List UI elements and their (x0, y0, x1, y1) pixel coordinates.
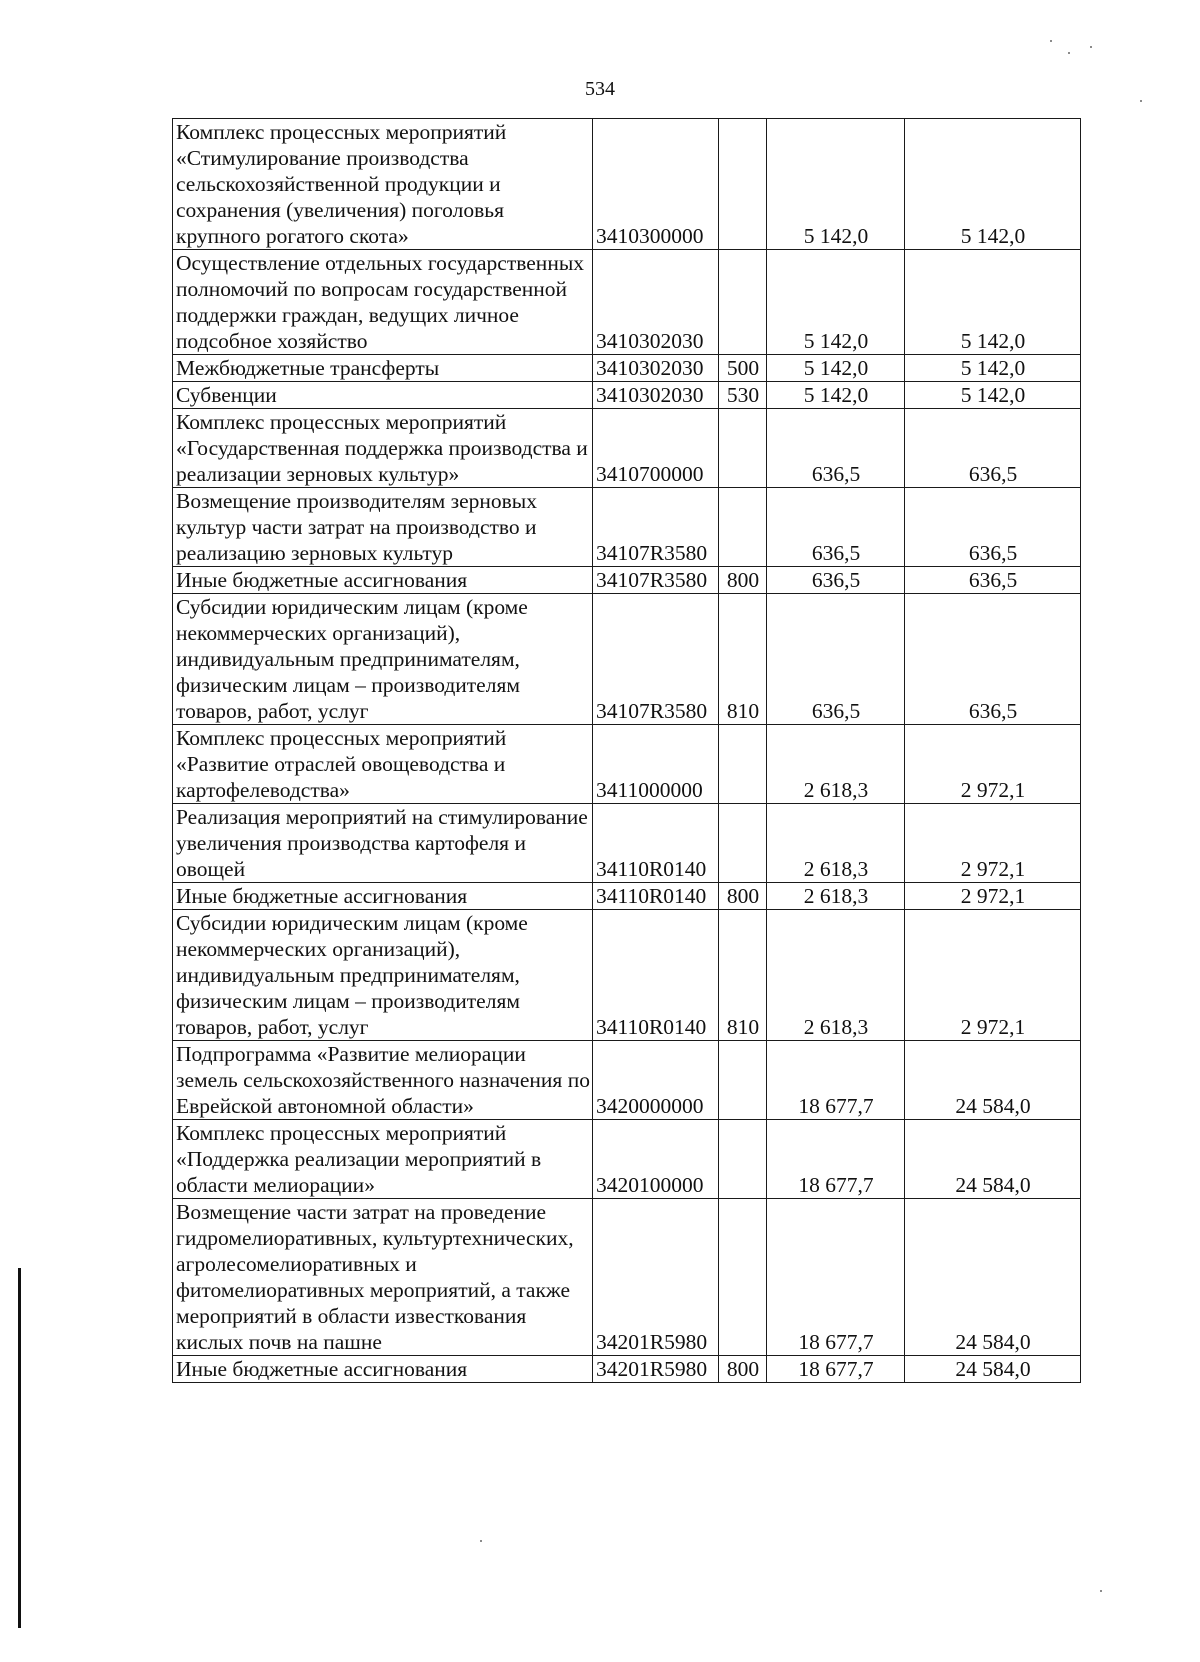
table-row (173, 1199, 1081, 1356)
row-expense-type (719, 488, 767, 567)
scan-speck (1068, 52, 1070, 54)
row-code: 34201R5980 (593, 1356, 719, 1383)
row-sum-1: 5 142,0 (767, 119, 905, 250)
row-expense-type (719, 1120, 767, 1199)
row-code: 3410302030 (593, 382, 719, 409)
row-expense-type: 800 (719, 567, 767, 594)
row-expense-type: 500 (719, 355, 767, 382)
table-row (173, 567, 1081, 594)
row-sum-2: 5 142,0 (905, 382, 1081, 409)
row-sum-2: 24 584,0 (905, 1120, 1081, 1199)
table-row (173, 804, 1081, 883)
row-sum-1: 5 142,0 (767, 382, 905, 409)
row-name: Комплекс процессных мероприятий «Развитие отраслей овощеводства и картофелеводства» (173, 725, 593, 804)
row-code: 3410302030 (593, 355, 719, 382)
scan-speck (480, 1540, 482, 1542)
row-name: Иные бюджетные ассигнования (173, 567, 593, 594)
row-sum-1: 636,5 (767, 488, 905, 567)
table-row (173, 355, 1081, 382)
table-row (173, 119, 1081, 250)
table-row (173, 1041, 1081, 1120)
row-sum-2: 636,5 (905, 567, 1081, 594)
row-name: Реализация мероприятий на стимулирование увеличения производства картофеля и овощей (173, 804, 593, 883)
row-sum-1: 18 677,7 (767, 1199, 905, 1356)
row-name: Субвенции (173, 382, 593, 409)
row-name: Возмещение части затрат на проведение гидромелиоративных, культуртехнических, агролесомелиоративных и фитомелиоративных мероприятий, а также мероприятий в области известкования кислых почв на пашне (173, 1199, 593, 1356)
scan-speck (1050, 40, 1052, 42)
row-name: Комплекс процессных мероприятий «Государственная поддержка производства и реализации зерновых культур» (173, 409, 593, 488)
row-sum-2: 5 142,0 (905, 355, 1081, 382)
scan-speck (1100, 1590, 1102, 1592)
row-expense-type: 810 (719, 594, 767, 725)
row-name: Осуществление отдельных государственных полномочий по вопросам государственной поддержки граждан, ведущих личное подсобное хозяйство (173, 250, 593, 355)
table-row (173, 910, 1081, 1041)
row-code: 34110R0140 (593, 883, 719, 910)
scan-speck (1140, 100, 1142, 102)
row-expense-type: 800 (719, 883, 767, 910)
row-name: Иные бюджетные ассигнования (173, 883, 593, 910)
row-expense-type (719, 804, 767, 883)
row-sum-1: 5 142,0 (767, 250, 905, 355)
row-code: 34201R5980 (593, 1199, 719, 1356)
row-code: 3420000000 (593, 1041, 719, 1120)
row-code: 3410302030 (593, 250, 719, 355)
row-name: Подпрограмма «Развитие мелиорации земель сельскохозяйственного назначения по Еврейской автономной области» (173, 1041, 593, 1120)
table-row (173, 409, 1081, 488)
table-row (173, 1356, 1081, 1383)
row-sum-1: 2 618,3 (767, 804, 905, 883)
row-expense-type (719, 1199, 767, 1356)
row-sum-1: 18 677,7 (767, 1356, 905, 1383)
row-name: Субсидии юридическим лицам (кроме некоммерческих организаций), индивидуальным предпринимателям, физическим лицам – производителям товаров, работ, услуг (173, 910, 593, 1041)
row-sum-2: 636,5 (905, 409, 1081, 488)
row-sum-1: 636,5 (767, 409, 905, 488)
table-row (173, 594, 1081, 725)
row-sum-1: 2 618,3 (767, 910, 905, 1041)
row-expense-type: 800 (719, 1356, 767, 1383)
row-code: 34107R3580 (593, 567, 719, 594)
scan-speck (1090, 46, 1092, 48)
row-sum-1: 18 677,7 (767, 1120, 905, 1199)
row-sum-1: 2 618,3 (767, 883, 905, 910)
row-sum-2: 5 142,0 (905, 119, 1081, 250)
row-sum-1: 2 618,3 (767, 725, 905, 804)
row-sum-2: 2 972,1 (905, 725, 1081, 804)
row-sum-2: 24 584,0 (905, 1356, 1081, 1383)
row-sum-2: 2 972,1 (905, 883, 1081, 910)
row-expense-type: 810 (719, 910, 767, 1041)
table-row (173, 250, 1081, 355)
row-code: 3410300000 (593, 119, 719, 250)
row-sum-1: 5 142,0 (767, 355, 905, 382)
row-expense-type (719, 409, 767, 488)
row-sum-1: 636,5 (767, 594, 905, 725)
row-sum-1: 18 677,7 (767, 1041, 905, 1120)
row-sum-2: 24 584,0 (905, 1041, 1081, 1120)
row-expense-type (719, 119, 767, 250)
row-name: Возмещение производителям зерновых культур части затрат на производство и реализацию зерновых культур (173, 488, 593, 567)
row-name: Субсидии юридическим лицам (кроме некоммерческих организаций), индивидуальным предпринимателям, физическим лицам – производителям товаров, работ, услуг (173, 594, 593, 725)
row-code: 34110R0140 (593, 910, 719, 1041)
row-sum-1: 636,5 (767, 567, 905, 594)
row-expense-type (719, 250, 767, 355)
row-code: 3420100000 (593, 1120, 719, 1199)
row-sum-2: 2 972,1 (905, 804, 1081, 883)
row-sum-2: 2 972,1 (905, 910, 1081, 1041)
row-sum-2: 5 142,0 (905, 250, 1081, 355)
row-expense-type (719, 1041, 767, 1120)
row-code: 34107R3580 (593, 594, 719, 725)
row-expense-type: 530 (719, 382, 767, 409)
table-row (173, 883, 1081, 910)
table-row (173, 382, 1081, 409)
table-row (173, 725, 1081, 804)
row-code: 34107R3580 (593, 488, 719, 567)
page-number: 534 (585, 78, 615, 100)
table-row (173, 1120, 1081, 1199)
row-sum-2: 24 584,0 (905, 1199, 1081, 1356)
row-sum-2: 636,5 (905, 488, 1081, 567)
row-code: 3411000000 (593, 725, 719, 804)
row-code: 34110R0140 (593, 804, 719, 883)
budget-table (172, 118, 1081, 1383)
row-name: Комплекс процессных мероприятий «Поддержка реализации мероприятий в области мелиорации» (173, 1120, 593, 1199)
row-code: 3410700000 (593, 409, 719, 488)
row-expense-type (719, 725, 767, 804)
row-name: Иные бюджетные ассигнования (173, 1356, 593, 1383)
scan-edge-line (18, 1268, 21, 1628)
row-name: Комплекс процессных мероприятий «Стимулирование производства сельскохозяйственной продукции и сохранения (увеличения) поголовья крупного рогатого скота» (173, 119, 593, 250)
row-sum-2: 636,5 (905, 594, 1081, 725)
row-name: Межбюджетные трансферты (173, 355, 593, 382)
table-row (173, 488, 1081, 567)
